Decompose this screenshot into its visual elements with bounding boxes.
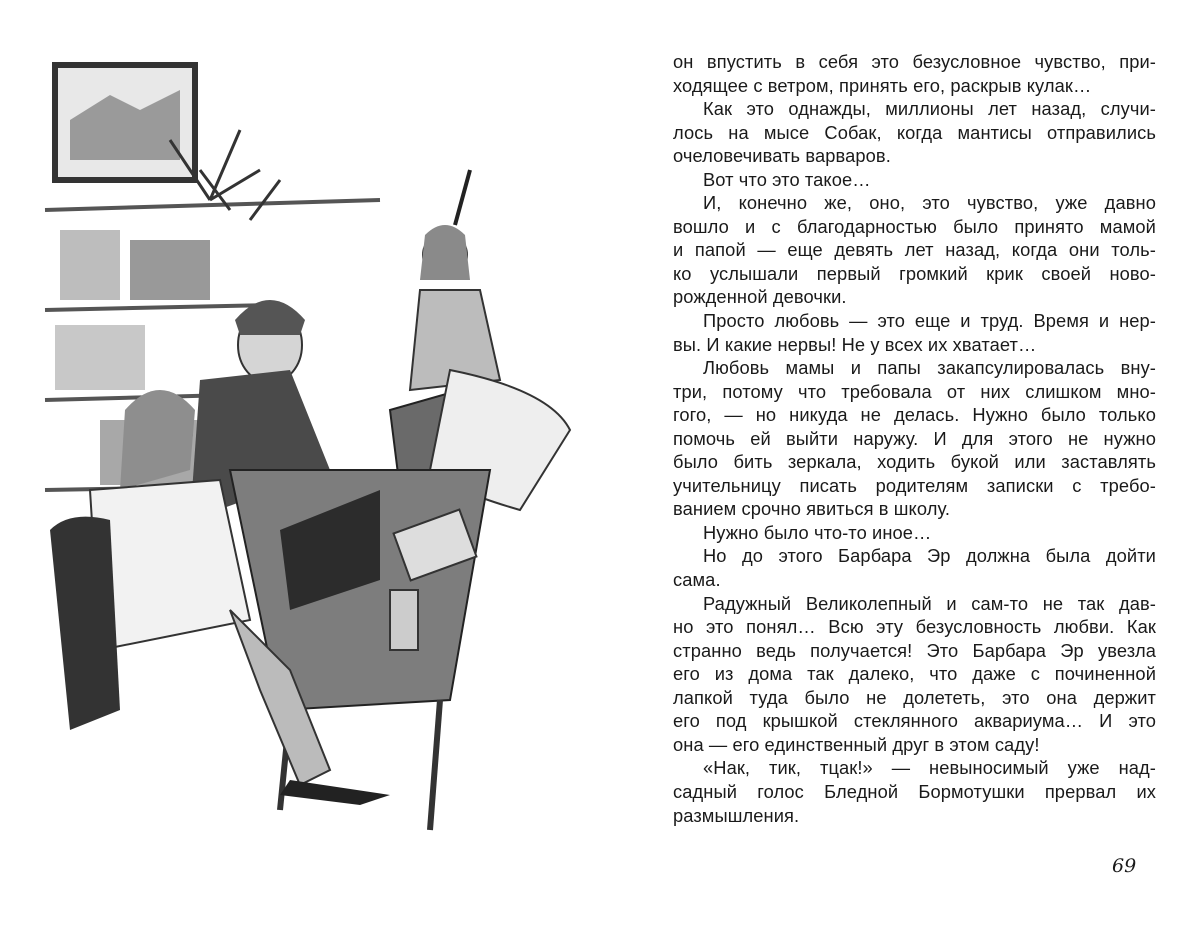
text-line: он впустить в себя это безусловное чувство, при- — [673, 51, 1156, 72]
text-line: вошло и с благодарностью было принято мамой — [673, 215, 1156, 237]
text-line: Как это однажды, миллионы лет назад, случи- — [703, 98, 1156, 120]
text-line: сама. — [673, 569, 721, 591]
text-line: гого, — но никуда не делась. Нужно было только — [673, 404, 1156, 426]
text-line: рожденной девочки. — [673, 286, 847, 308]
text-line: было бить зеркала, ходить букой или заставлять — [673, 451, 1156, 473]
text-line: Но до этого Барбара Эр должна была дойти — [703, 545, 1156, 567]
text-line: И, конечно же, оно, это чувство, уже давно — [703, 192, 1156, 214]
text-line: странно ведь получается! Это Барбара Эр увезла — [673, 639, 1156, 661]
text-line: его под крышкой стеклянного аквариума… И это — [673, 710, 1156, 732]
text-line: помочь ей выйти наружу. И для этого не нужно — [673, 427, 1156, 449]
page-text — [673, 50, 1156, 827]
text-line: Нужно было что-то иное… — [703, 521, 932, 543]
text-line: ванием срочно явиться в школу. — [673, 498, 951, 520]
text-line: она — его единственный друг в этом саду! — [673, 733, 1040, 755]
girl-with-feather — [410, 170, 500, 390]
text-line: лапкой туда было не долететь, это она держит — [673, 686, 1156, 708]
text-line: учительницу писать родителям записки с требо- — [673, 474, 1156, 496]
text-line: ко услышали первый громкий крик своей ново- — [673, 262, 1156, 284]
page-number: 69 — [1112, 855, 1137, 877]
text-line: три, потому что требовала от них слишком мно- — [673, 380, 1156, 402]
text-line: лось на мысе Собак, когда мантисы отправились — [673, 121, 1156, 143]
text-line: «Нак, тик, тцак!» — невыносимый уже над- — [703, 757, 1156, 779]
text-line: но это понял… Всю эту безусловность любви. Как — [673, 616, 1156, 638]
text-line: его из дома так далеко, что даже с починенной — [673, 663, 1156, 685]
text-line: садный голос Бледной Бормотушки прервал их — [673, 780, 1156, 802]
text-line: ходящее с ветром, принять его, раскрыв кулак… — [673, 74, 1092, 96]
text-line: вы. И какие нервы! Не у всех их хватает… — [673, 333, 1037, 355]
text-line: Радужный Великолепный и сам-то не так дав- — [703, 592, 1156, 614]
picture-frame — [55, 65, 195, 180]
illustration-family-at-desk — [30, 50, 590, 840]
text-line: Любовь мамы и папы закапсулировалась вну- — [703, 357, 1156, 379]
text-line: размышления. — [673, 804, 800, 826]
text-line: и папой — еще девять лет назад, когда они толь- — [673, 239, 1156, 261]
text-line: Просто любовь — это еще и труд. Время и нер- — [703, 310, 1156, 332]
text-line: Вот что это такое… — [703, 168, 871, 190]
text-line: очеловечивать варваров. — [673, 145, 891, 167]
